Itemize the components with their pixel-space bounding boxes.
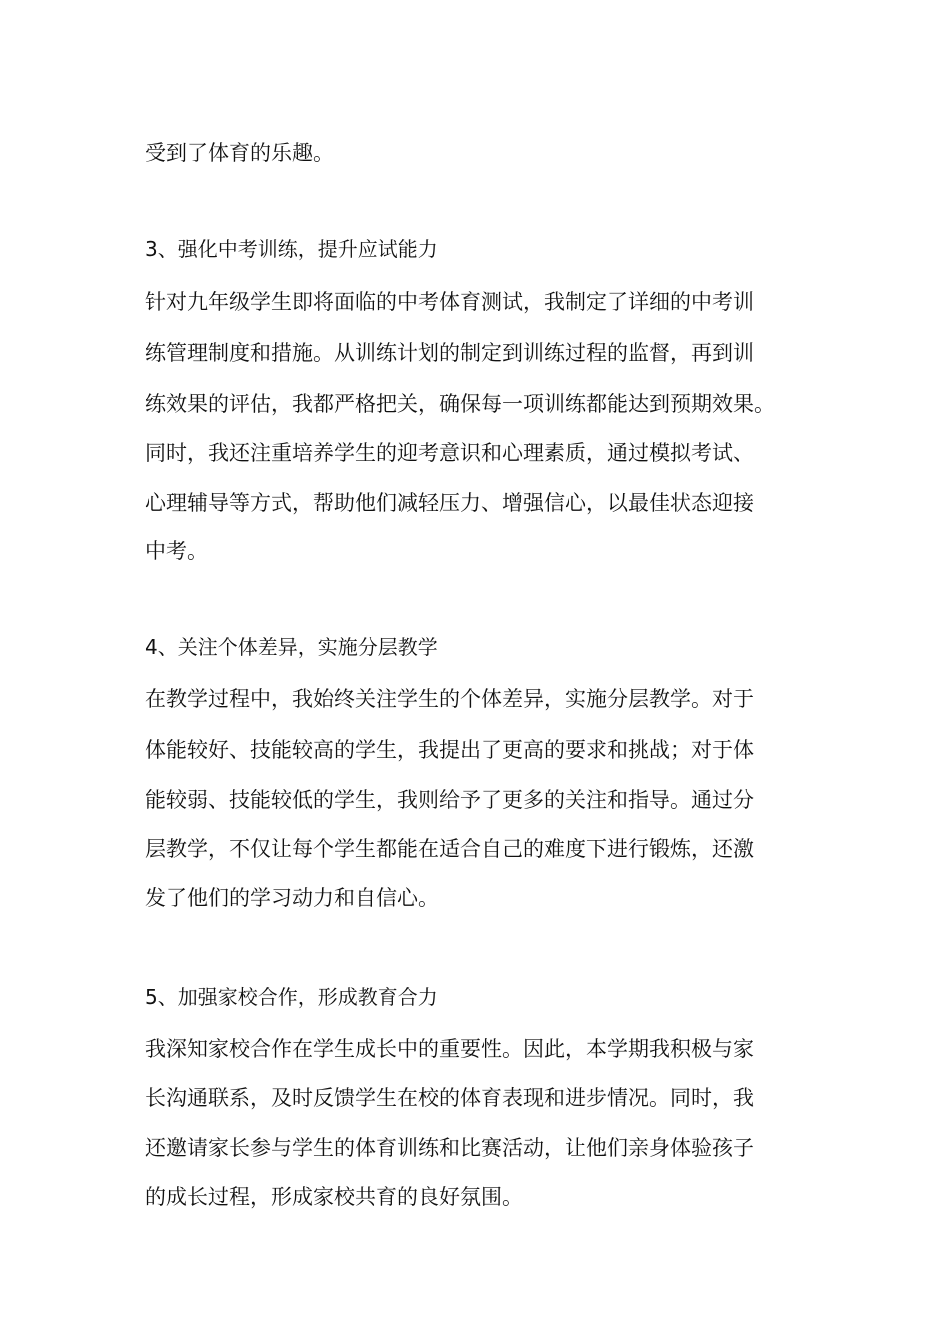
section-3-line: 针对九年级学生即将面临的中考体育测试，我制定了详细的中考训 [145,290,754,314]
section-3-line: 练效果的评估，我都严格把关，确保每一项训练都能达到预期效果。 [145,392,775,416]
section-4-heading: 4、关注个体差异，实施分层教学 [145,635,438,659]
section-5-line: 还邀请家长参与学生的体育训练和比赛活动，让他们亲身体验孩子 [145,1136,754,1160]
section-3-line: 练管理制度和措施。从训练计划的制定到训练过程的监督，再到训 [145,341,754,365]
section-3-line: 同时，我还注重培养学生的迎考意识和心理素质，通过模拟考试、 [145,441,754,465]
section-4-line: 能较弱、技能较低的学生，我则给予了更多的关注和指导。通过分 [145,788,754,812]
section-5-line: 的成长过程，形成家校共育的良好氛围。 [145,1185,523,1209]
section-4-line: 体能较好、技能较高的学生，我提出了更高的要求和挑战；对于体 [145,738,754,762]
section-5-heading: 5、加强家校合作，形成教育合力 [145,985,438,1009]
section-5-line: 我深知家校合作在学生成长中的重要性。因此，本学期我积极与家 [145,1037,754,1061]
section-4-line: 层教学，不仅让每个学生都能在适合自己的难度下进行锻炼，还激 [145,837,754,861]
section-3-line: 心理辅导等方式，帮助他们减轻压力、增强信心，以最佳状态迎接 [145,491,754,515]
section-3-heading: 3、强化中考训练，提升应试能力 [145,237,438,261]
section-3-line: 中考。 [145,539,208,563]
section-4-line: 发了他们的学习动力和自信心。 [145,886,439,910]
section-5-line: 长沟通联系，及时反馈学生在校的体育表现和进步情况。同时，我 [145,1086,754,1110]
paragraph-fragment: 受到了体育的乐趣。 [145,141,334,165]
section-4-line: 在教学过程中，我始终关注学生的个体差异，实施分层教学。对于 [145,687,754,711]
